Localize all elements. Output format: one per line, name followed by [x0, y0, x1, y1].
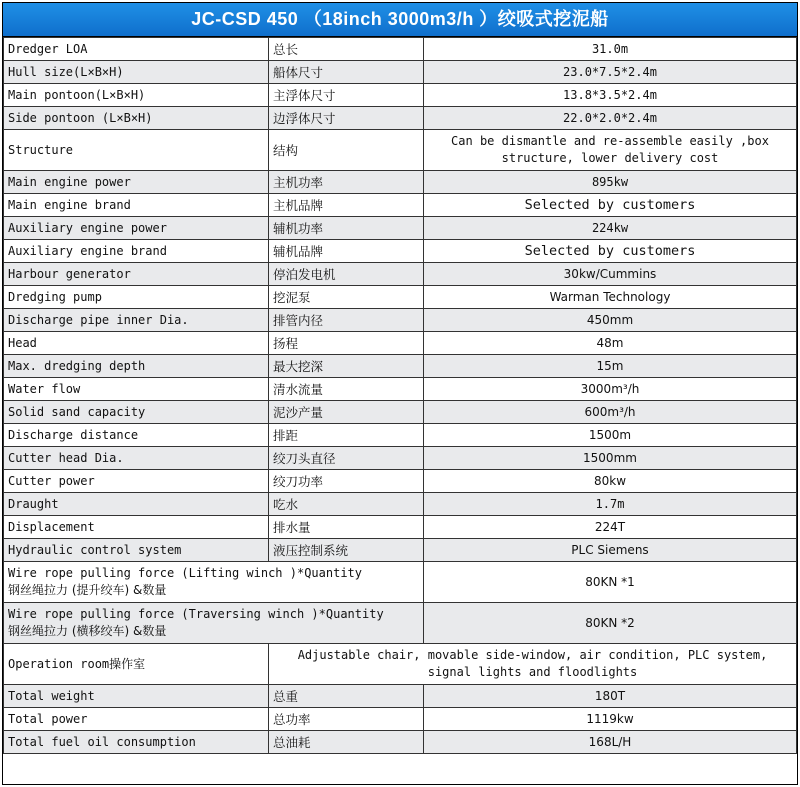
spec-value: 1.7m [424, 493, 797, 516]
table-row [4, 378, 797, 401]
spec-label [4, 603, 424, 644]
spec-value: 31.0m [424, 38, 797, 61]
table-row [4, 286, 797, 309]
spec-value: 224T [424, 516, 797, 539]
spec-value: 80KN *1 [424, 562, 797, 603]
spec-label-cn: 结构 [269, 130, 424, 171]
spec-label-en: Total weight [4, 685, 269, 708]
spec-sheet [2, 2, 798, 785]
spec-label-en: Main pontoon(L×B×H) [4, 84, 269, 107]
spec-label-cn: 辅机功率 [269, 217, 424, 240]
table-row [4, 447, 797, 470]
spec-label-en: Max. dredging depth [4, 355, 269, 378]
table-row [4, 332, 797, 355]
spec-label-cn: 总油耗 [269, 731, 424, 754]
spec-label-cn: 总重 [269, 685, 424, 708]
table-row [4, 309, 797, 332]
spec-label-en: Harbour generator [4, 263, 269, 286]
spec-value: 895kw [424, 171, 797, 194]
table-row [4, 194, 797, 217]
spec-value: Warman Technology [424, 286, 797, 309]
spec-label-en: Auxiliary engine power [4, 217, 269, 240]
spec-label-cn: 停泊发电机 [269, 263, 424, 286]
spec-label-en: Dredging pump [4, 286, 269, 309]
spec-label-cn: 清水流量 [269, 378, 424, 401]
spec-label-en: Total power [4, 708, 269, 731]
spec-label-cn: 液压控制系统 [269, 539, 424, 562]
spec-value: 1119kw [424, 708, 797, 731]
spec-label-cn: 钢丝绳拉力 (横移绞车) &数量 [8, 624, 167, 638]
spec-label-en: Hull size(L×B×H) [4, 61, 269, 84]
spec-label-en: Head [4, 332, 269, 355]
table-row [4, 685, 797, 708]
spec-value: 450mm [424, 309, 797, 332]
page-title: JC-CSD 450 （18inch 3000m3/h ）绞吸式挖泥船 [3, 3, 797, 37]
spec-value: 80kw [424, 470, 797, 493]
spec-label: Operation room操作室 [4, 644, 269, 685]
spec-label-cn: 总长 [269, 38, 424, 61]
spec-label-cn: 绞刀头直径 [269, 447, 424, 470]
spec-label-en: Draught [4, 493, 269, 516]
spec-label-cn: 边浮体尺寸 [269, 107, 424, 130]
spec-value: Can be dismantle and re-assemble easily ,box structure, lower delivery cost [424, 130, 797, 171]
spec-value: 48m [424, 332, 797, 355]
spec-value: Adjustable chair, movable side-window, air condition, PLC system, signal lights and floodlights [269, 644, 797, 685]
spec-label-en: Side pontoon (L×B×H) [4, 107, 269, 130]
spec-label-cn: 钢丝绳拉力 (提升绞车) &数量 [8, 583, 167, 597]
spec-label-en: Auxiliary engine brand [4, 240, 269, 263]
spec-label-cn: 泥沙产量 [269, 401, 424, 424]
spec-value: Selected by customers [424, 194, 797, 217]
table-row [4, 38, 797, 61]
spec-label-en: Total fuel oil consumption [4, 731, 269, 754]
spec-label-cn: 吃水 [269, 493, 424, 516]
spec-label-cn: 主浮体尺寸 [269, 84, 424, 107]
spec-label-en: Dredger LOA [4, 38, 269, 61]
spec-value: 80KN *2 [424, 603, 797, 644]
spec-label-en: Wire rope pulling force (Lifting winch )*Quantity [8, 566, 363, 580]
table-row [4, 217, 797, 240]
table-row [4, 107, 797, 130]
spec-label-cn: 扬程 [269, 332, 424, 355]
spec-label-cn: 绞刀功率 [269, 470, 424, 493]
table-row [4, 470, 797, 493]
spec-label-cn: 最大挖深 [269, 355, 424, 378]
spec-label-en: Cutter head Dia. [4, 447, 269, 470]
spec-label-cn: 总功率 [269, 708, 424, 731]
table-row [4, 644, 797, 685]
table-row [4, 493, 797, 516]
spec-value: 1500m [424, 424, 797, 447]
spec-label-en: Displacement [4, 516, 269, 539]
spec-label-cn: 辅机品牌 [269, 240, 424, 263]
spec-value: 180T [424, 685, 797, 708]
table-row [4, 424, 797, 447]
spec-label-cn: 挖泥泵 [269, 286, 424, 309]
table-row [4, 84, 797, 107]
spec-value: Selected by customers [424, 240, 797, 263]
table-row [4, 539, 797, 562]
spec-label-en: Discharge pipe inner Dia. [4, 309, 269, 332]
spec-table [3, 37, 797, 754]
spec-label-cn: 排水量 [269, 516, 424, 539]
table-row [4, 263, 797, 286]
spec-label-en: Structure [4, 130, 269, 171]
spec-label-en: Cutter power [4, 470, 269, 493]
spec-label-cn: 排距 [269, 424, 424, 447]
spec-label-cn: 船体尺寸 [269, 61, 424, 84]
spec-label-en: Discharge distance [4, 424, 269, 447]
table-row [4, 516, 797, 539]
table-row [4, 355, 797, 378]
table-row [4, 130, 797, 171]
spec-value: 224kw [424, 217, 797, 240]
spec-label [4, 562, 424, 603]
spec-value: 600m³/h [424, 401, 797, 424]
spec-value: 30kw/Cummins [424, 263, 797, 286]
table-row [4, 708, 797, 731]
table-row [4, 731, 797, 754]
table-row [4, 603, 797, 644]
table-row [4, 562, 797, 603]
spec-value: 168L/H [424, 731, 797, 754]
spec-value: 1500mm [424, 447, 797, 470]
table-row [4, 240, 797, 263]
spec-value: 3000m³/h [424, 378, 797, 401]
spec-value: 22.0*2.0*2.4m [424, 107, 797, 130]
spec-label-en: Water flow [4, 378, 269, 401]
table-row [4, 401, 797, 424]
spec-label-cn: 主机品牌 [269, 194, 424, 217]
spec-value: 13.8*3.5*2.4m [424, 84, 797, 107]
spec-value: 23.0*7.5*2.4m [424, 61, 797, 84]
spec-label-en: Hydraulic control system [4, 539, 269, 562]
spec-label-en: Solid sand capacity [4, 401, 269, 424]
spec-label-cn: 排管内径 [269, 309, 424, 332]
spec-value: PLC Siemens [424, 539, 797, 562]
spec-label-en: Wire rope pulling force (Traversing winch )*Quantity [8, 607, 384, 621]
spec-label-cn: 主机功率 [269, 171, 424, 194]
spec-label-en: Main engine power [4, 171, 269, 194]
spec-value: 15m [424, 355, 797, 378]
spec-label-en: Main engine brand [4, 194, 269, 217]
table-row [4, 61, 797, 84]
table-row [4, 171, 797, 194]
